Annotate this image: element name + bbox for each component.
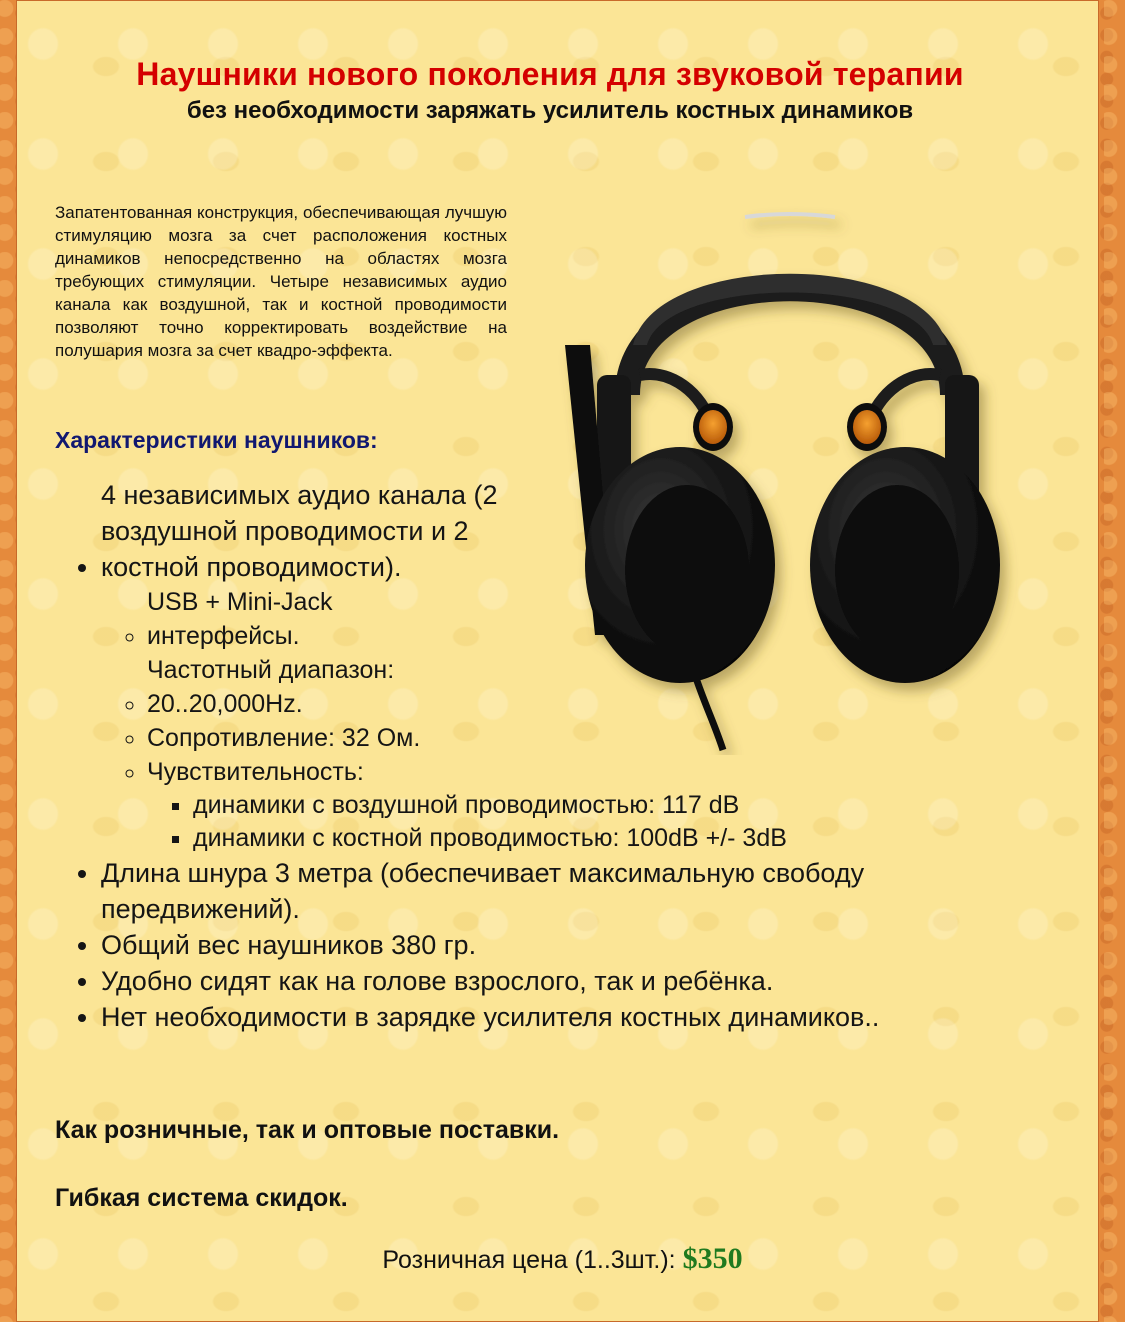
promo-retail-wholesale: Как розничные, так и оптовые поставки.	[55, 1116, 560, 1144]
spec-item-text: 4 независимых аудио канала (2 воздушной проводимости и 2 костной проводимости).	[101, 480, 498, 582]
spec-sub-item-text: USB + Mini-Jack интерфейсы.	[147, 588, 333, 650]
price-label: Розничная цена (1..3шт.):	[382, 1246, 676, 1274]
spec-item: • Общий вес наушников 380 гр.	[101, 927, 1015, 963]
sensitivity-item: ▪ динамики с костной проводимостью: 100dB +/- 3dB	[193, 822, 1015, 855]
spec-item: • Удобно сидят как на голове взрослого, так и ребёнка.	[101, 963, 1015, 999]
headphones-icon	[545, 195, 1025, 755]
page-subtitle: без необходимости заряжать усилитель костных динамиков	[186, 97, 914, 124]
spec-sub-item-text: Сопротивление: 32 Ом.	[147, 724, 421, 752]
spec-item: • Длина шнура 3 метра (обеспечивает максимальную свободу передвижений).	[101, 855, 1015, 927]
page-title: Наушники нового поколения для звуковой терапии	[136, 56, 964, 92]
headphones-photo	[545, 195, 1025, 755]
spec-item: • Нет необходимости в зарядке усилителя костных динамиков..	[101, 999, 1015, 1035]
promo-discounts: Гибкая система скидок.	[55, 1184, 348, 1212]
intro-paragraph: Запатентованная конструкция, обеспечивающая лучшую стимуляцию мозга за счет расположения костных динамиков непосредственно на областях мозга требующих стимуляции. Четыре независимых аудио канала как воздушной, так и костной проводимости позволяют точно корректировать воздействие на полушария мозга за счет квадро-эффекта.	[55, 203, 507, 360]
specs-heading: Характеристики наушников:	[55, 427, 378, 453]
price-value: $350	[682, 1242, 743, 1275]
spec-sub-item	[147, 755, 1015, 855]
spec-sub-item-text: Частотный диапазон: 20..20,000Hz.	[147, 656, 395, 718]
spec-sub-item-text: Чувствительность:	[147, 758, 364, 786]
sensitivity-list	[147, 789, 1015, 855]
price-line	[0, 1242, 1125, 1276]
sensitivity-item: ▪ динамики с воздушной проводимостью: 117 dB	[193, 789, 1015, 822]
